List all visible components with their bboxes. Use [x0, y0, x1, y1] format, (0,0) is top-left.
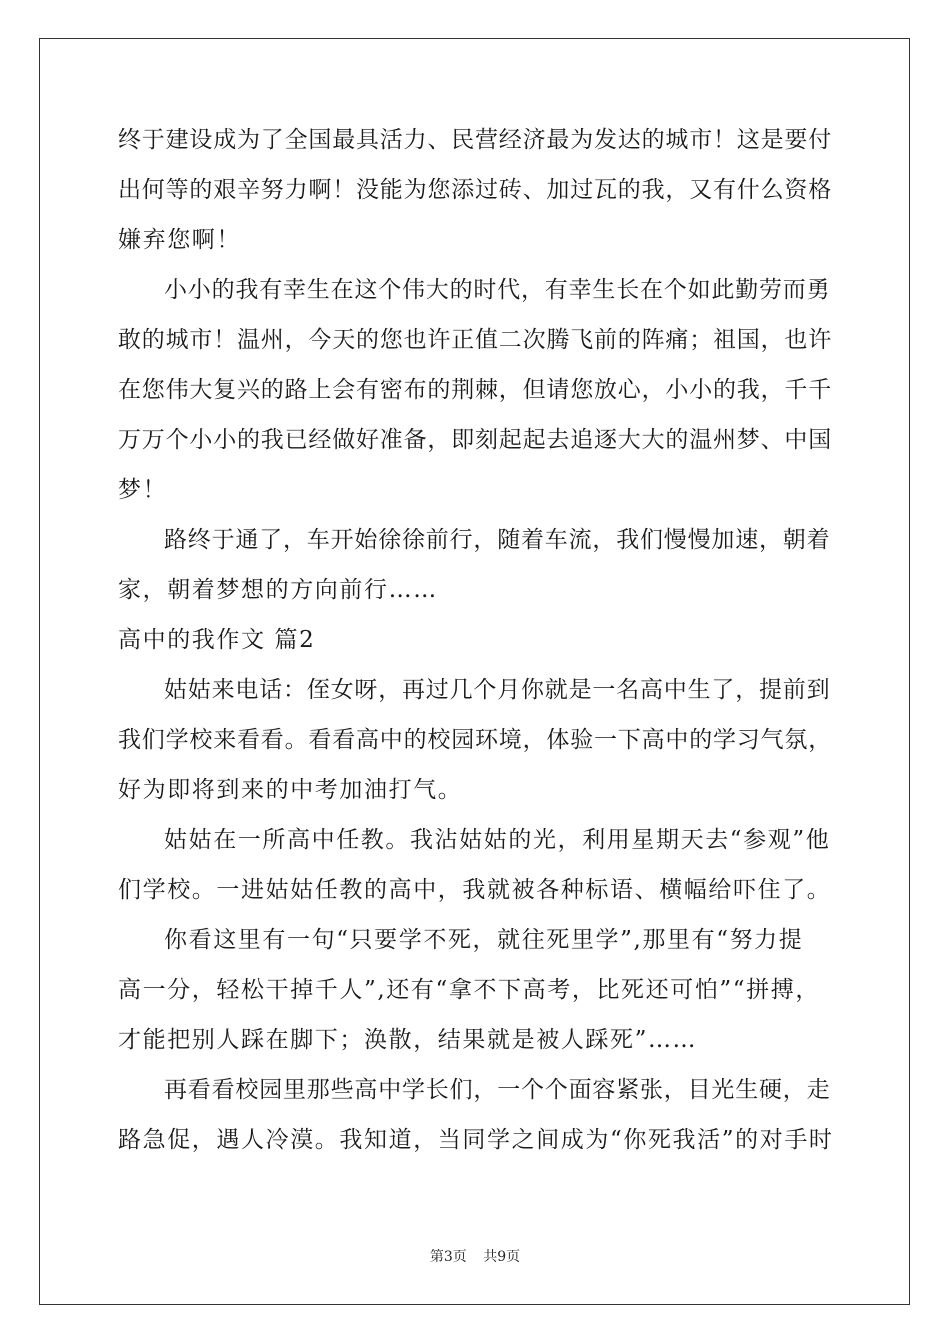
text-line: 高一分，轻松干掉千人”,还有“拿不下高考，比死还可怕”“拼搏， [118, 977, 820, 1003]
text-line: 终于建设成为了全国最具活力、民营经济最为发达的城市！这是要付 [118, 127, 832, 153]
section-heading: 高中的我作文 篇2 [118, 627, 316, 653]
text-line: 敢的城市！温州，今天的您也许正值二次腾飞前的阵痛；祖国，也许 [118, 327, 832, 353]
page-footer [0, 1246, 950, 1266]
text-line: 好为即将到来的中考加油打气。 [118, 777, 463, 803]
paragraph-start-line: 小小的我有幸生在这个伟大的时代，有幸生长在个如此勤劳而勇 [164, 277, 831, 303]
page-number: 第3页 [429, 1249, 467, 1265]
paragraph-start-line: 姑姑在一所高中任教。我沾姑姑的光，利用星期天去“参观”他 [164, 827, 831, 853]
paragraph-start-line: 再看看校园里那些高中学长们，一个个面容紧张，目光生硬，走 [164, 1077, 831, 1103]
text-line: 们学校。一进姑姑任教的高中，我就被各种标语、横幅给吓住了。 [118, 877, 832, 903]
text-line: 嫌弃您啊！ [118, 227, 241, 253]
text-line: 家，朝着梦想的方向前行…… [118, 577, 438, 603]
text-line: 路急促，遇人冷漠。我知道，当同学之间成为“你死我活”的对手时 [118, 1127, 834, 1153]
text-line: 出何等的艰辛努力啊！没能为您添过砖、加过瓦的我，又有什么资格 [118, 177, 832, 203]
total-pages: 共9页 [483, 1249, 521, 1265]
text-line: 在您伟大复兴的路上会有密布的荆棘，但请您放心，小小的我，千千 [118, 377, 832, 403]
paragraph-start-line: 路终于通了，车开始徐徐前行，随着车流，我们慢慢加速，朝着 [164, 527, 831, 553]
text-line: 梦！ [118, 477, 168, 503]
text-line: 才能把别人踩在脚下；涣散，结果就是被人踩死”…… [118, 1027, 698, 1053]
paragraph-start-line: 姑姑来电话：侄女呀，再过几个月你就是一名高中生了，提前到 [164, 677, 831, 703]
paragraph-start-line: 你看这里有一句“只要学不死，就往死里学”,那里有“努力提 [164, 927, 804, 953]
text-line: 万万个小小的我已经做好准备，即刻起起去追逐大大的温州梦、中国 [118, 427, 832, 453]
text-line: 我们学校来看看。看看高中的校园环境，体验一下高中的学习气氛， [118, 727, 832, 753]
